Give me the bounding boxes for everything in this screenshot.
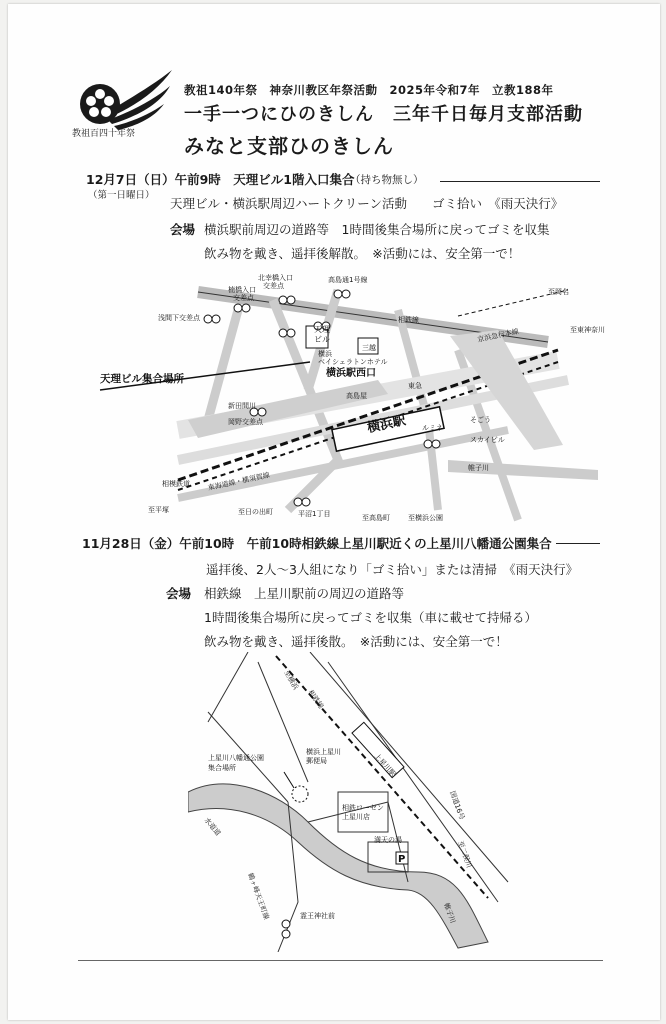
svg-text:ビル: ビル	[314, 335, 330, 344]
svg-text:集合場所: 集合場所	[208, 764, 236, 772]
map2-label-for-yokohama: 至横浜	[282, 669, 300, 692]
map1-label-west-exit: 横浜駅西口	[326, 368, 376, 379]
document-page	[8, 4, 660, 1020]
map2-label-station: 上星川駅	[372, 751, 398, 779]
page-title-line2: みなと支部ひのきしん	[184, 134, 394, 158]
map1-label-keihin-kyuko: 相模鉄道	[162, 480, 190, 488]
map1-label-sowa: 至岡名	[548, 288, 569, 296]
event2-venue-label: 会場	[166, 586, 192, 601]
map1-label-hiranuma: 平沼1丁目	[298, 510, 331, 518]
map1-label-tokyu: 東急	[408, 382, 422, 390]
event1-note: （持ち物無し）	[350, 174, 424, 186]
event1-closing: 飲み物を戴き、遥拝後解散。 ※活動には、安全第一で！	[204, 246, 521, 261]
event2-activity: 遥拝後、2人〜3人組になり「ゴミ拾い」または清掃 《雨天決行》	[206, 562, 579, 577]
event2-date: 11月28日（金）午前10時 午前10時相鉄線上星川駅近くの上星川八幡通公園集合	[82, 536, 552, 551]
kamihoshikawa-map	[188, 652, 528, 952]
map1-label-takashima-cho: 至高島町	[362, 514, 390, 522]
map2-label-sotetsu: 相鉄線	[306, 688, 325, 711]
event2-divider	[556, 543, 600, 544]
event1-venue: 横浜駅前周辺の道路等 1時間後集合場所に戻ってゴミを収集	[204, 222, 550, 237]
event1-activity: 天理ビル・横浜駅周辺ハートクリーン活動 ゴミ拾い 《雨天決行》	[170, 196, 564, 211]
map2-label-mizudo: 水道道	[202, 816, 223, 838]
map2-label-lawson: 相鉄ローゼン	[342, 804, 384, 812]
footer-divider	[78, 960, 603, 961]
svg-text:横浜: 横浜	[318, 350, 332, 358]
map1-label-kitasaiwai: 北幸橋入口	[258, 274, 293, 282]
map2-label-post: 横浜上星川	[306, 748, 341, 756]
map1-label-tenri1: 天理	[314, 325, 330, 334]
map1-label-skybuilding: スカイビル	[470, 436, 505, 444]
map1-label-shibusawa: 至東神奈川	[570, 326, 605, 334]
map2-label-tsurugamine: 鶴ヶ峰天王町線	[246, 871, 271, 921]
event2-venue: 相鉄線 上星川駅前の周辺の道路等	[204, 586, 405, 601]
event1-venue-label: 会場	[170, 222, 196, 237]
event1-divider	[440, 181, 600, 182]
map1-label-katabira: 帷子川	[468, 464, 489, 472]
map2-label-katabira: 帷子川	[442, 901, 457, 925]
map1-label-hinode: 至日の出町	[238, 508, 273, 516]
map1-label-sengen: 浅間下交差点	[158, 314, 200, 322]
map1-label-okano: 岡野交差点	[228, 418, 263, 426]
map2-label-park: 上星川八幡通公園	[208, 754, 264, 762]
map1-label-tokaido: 東海道線・横須賀線	[207, 471, 271, 493]
map2-label-onsen: 満天の湯	[374, 836, 402, 844]
svg-text:ベイシェラトンホテル: ベイシェラトンホテル	[318, 358, 388, 366]
logo-caption: 教祖百四十年祭	[72, 129, 136, 139]
svg-text:郵便局: 郵便局	[306, 757, 327, 765]
map2-label-shrine: 霊王神社前	[300, 912, 335, 920]
map1-label-shintagawa: 新田間川	[228, 402, 256, 410]
svg-text:交差点: 交差点	[263, 282, 284, 290]
map1-label-yokohama-st: 横浜駅	[365, 413, 408, 436]
map1-label-takashimaya: 高島屋	[346, 392, 367, 400]
event2-closing: 飲み物を戴き、遥拝後散。 ※活動には、安全第一で！	[204, 634, 508, 649]
map2-label-parking: P	[398, 854, 406, 865]
map2-label-futamatagawa: 至二俣川	[456, 839, 474, 869]
map1-label-yokohama-park: 至横浜公園	[408, 514, 443, 522]
event2-line2: 1時間後集合場所に戻ってゴミを収集（車に載せて持帰る）	[204, 610, 537, 625]
map1-label-keihin: 京浜急行本線	[476, 327, 520, 344]
map1-label-mitsubishi: 三越	[362, 344, 376, 352]
map1-label-hiranuma-bridge: 至平塚	[148, 506, 169, 514]
event1-sub-date: （第一日曜日）	[88, 190, 155, 201]
map1-label-takashima: 高島通1号線	[328, 276, 368, 284]
map1-label-sotetsu-top: 相鉄線	[398, 316, 419, 324]
svg-text:上星川店: 上星川店	[342, 813, 370, 821]
header-subtitle: 教祖140年祭 神奈川教区年祭活動 2025年令和7年 立教188年	[184, 83, 554, 97]
yokohama-station-map	[78, 270, 618, 522]
event1-date: 12月7日（日）午前9時 天理ビル1階入口集合	[86, 172, 355, 187]
map1-label-sogo: そごう	[470, 416, 491, 424]
logo-icon	[74, 64, 178, 134]
map1-label-lumine: ルミネ	[422, 424, 443, 432]
page-title-line1: 一手一つにひのきしん 三年千日毎月支部活動	[184, 104, 583, 125]
map1-meeting-place: 天理ビル集合場所	[100, 373, 184, 385]
map2-label-route16: 国道16号	[448, 789, 466, 821]
map1-label-kitanagata: 楠橋入口	[228, 286, 256, 294]
svg-text:交差点: 交差点	[233, 294, 254, 302]
